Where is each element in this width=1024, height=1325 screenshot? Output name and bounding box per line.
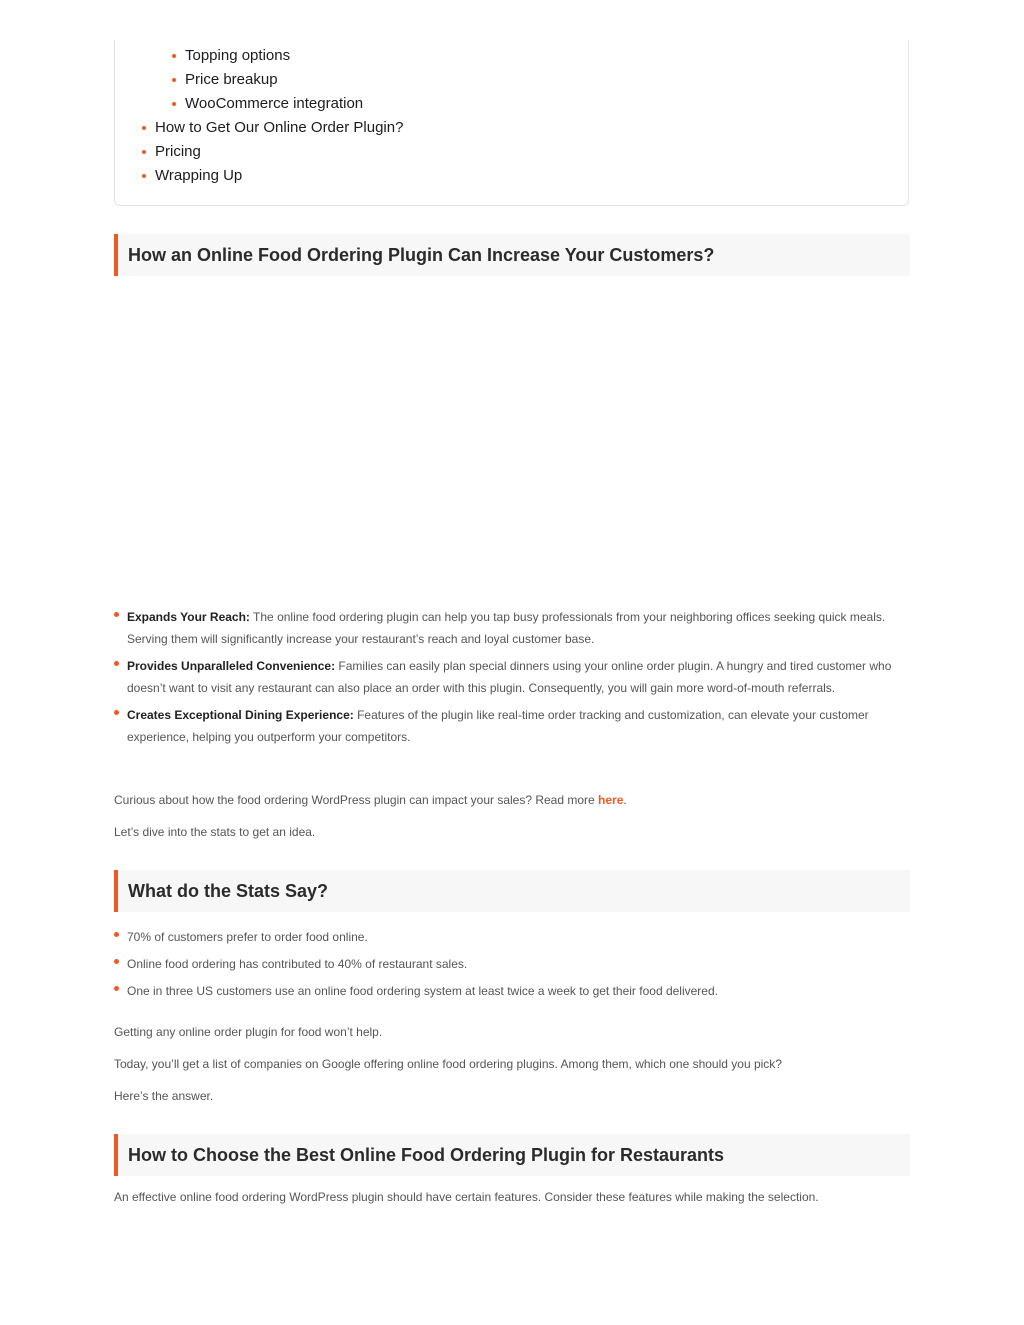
list-item: Provides Unparalleled Convenience: Families can easily plan special dinners using your online order plugin. A hungry and tired customer who doesn’t want to visit any restaurant can also place an order with this plugin. Consequently, you will gain more word-of-mouth referrals. bbox=[127, 655, 907, 699]
bullet-dot bbox=[114, 710, 119, 715]
table-of-contents bbox=[114, 40, 909, 206]
bullet-dot bbox=[142, 174, 146, 178]
toc-item-get-plugin[interactable]: How to Get Our Online Order Plugin? bbox=[155, 118, 403, 138]
bullet-dot bbox=[114, 986, 119, 991]
stats-list bbox=[127, 926, 907, 1002]
bullet-dot bbox=[114, 932, 119, 937]
toc-subitem-price-breakup[interactable]: Price breakup bbox=[185, 70, 278, 90]
paragraph-impact-sales: Curious about how the food ordering WordPress plugin can impact your sales? Read more here. bbox=[114, 793, 627, 807]
toc-subitem-woocommerce-integration[interactable]: WooCommerce integration bbox=[185, 94, 363, 114]
bullet-dot bbox=[172, 78, 176, 82]
section-title: What do the Stats Say? bbox=[128, 881, 329, 901]
benefits-list bbox=[127, 606, 907, 748]
paragraph-companies-list: Today, you’ll get a list of companies on Google offering online food ordering plugins. Among them, which one should you pick? bbox=[114, 1057, 782, 1071]
bullet-dot bbox=[142, 150, 146, 154]
list-item: Expands Your Reach: The online food ordering plugin can help you tap busy professionals from your neighboring offices seeking quick meals. Serving them will significantly increase your restaurant’s reach and loyal customer base. bbox=[127, 606, 907, 650]
list-item: One in three US customers use an online food ordering system at least twice a week to get their food delivered. bbox=[127, 980, 907, 1002]
paragraph-answer: Here’s the answer. bbox=[114, 1089, 214, 1103]
bullet-dot bbox=[172, 102, 176, 106]
section-title: How to Choose the Best Online Food Ordering Plugin for Restaurants bbox=[128, 1145, 725, 1165]
bullet-dot bbox=[172, 54, 176, 58]
list-item: Online food ordering has contributed to 40% of restaurant sales. bbox=[127, 953, 907, 975]
paragraph-any-plugin: Getting any online order plugin for food won’t help. bbox=[114, 1025, 383, 1039]
list-item: Creates Exceptional Dining Experience: Features of the plugin like real-time order tracking and customization, can elevate your customer experience, helping you outperform your competitors. bbox=[127, 704, 907, 748]
paragraph-stats-intro: Let’s dive into the stats to get an idea. bbox=[114, 825, 316, 839]
toc-item-pricing[interactable]: Pricing bbox=[155, 142, 201, 162]
section-title: How an Online Food Ordering Plugin Can Increase Your Customers? bbox=[128, 245, 715, 265]
bullet-dot bbox=[114, 612, 119, 617]
bullet-dot bbox=[114, 959, 119, 964]
bullet-dot bbox=[142, 126, 146, 130]
section-heading-choose-plugin bbox=[114, 1134, 910, 1176]
list-item: 70% of customers prefer to order food online. bbox=[127, 926, 907, 948]
paragraph-features-intro: An effective online food ordering WordPress plugin should have certain features. Consider these features while making the selection. bbox=[114, 1190, 819, 1204]
here-link[interactable]: here bbox=[598, 793, 624, 807]
bullet-dot bbox=[114, 661, 119, 666]
toc-item-wrapping-up[interactable]: Wrapping Up bbox=[155, 166, 242, 186]
section-heading-increase-customers bbox=[114, 234, 910, 276]
section-heading-stats bbox=[114, 870, 910, 912]
toc-subitem-topping-options[interactable]: Topping options bbox=[185, 46, 290, 66]
